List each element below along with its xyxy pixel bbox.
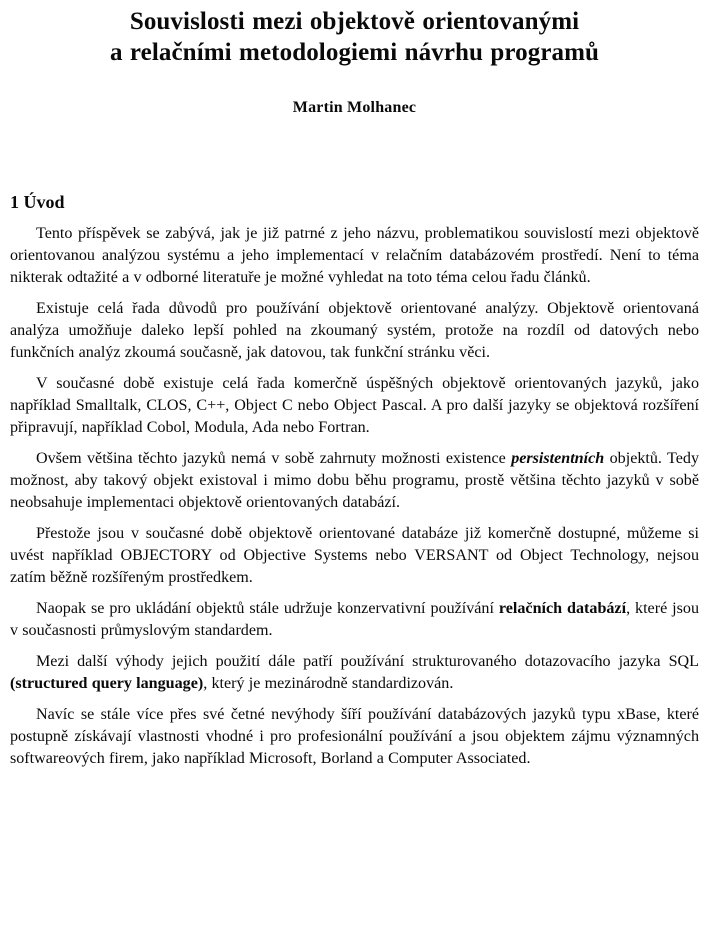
paragraph — [10, 223, 699, 289]
paragraph — [10, 298, 699, 364]
text-run: Navíc se stále více přes své četné nevýhody šíří používání databázových jazyků typu xBase, které postupně získávají vlastnosti vhodné i pro profesionální používání a jsou objektem zájmu významných softwareových firem, jako například Microsoft, Borland a Computer Associated. — [10, 706, 699, 767]
bold-run: relačních databází — [498, 600, 627, 617]
text-run: Přestože jsou v současné době objektově orientované databáze již komerčně dostupné, můžeme si uvést například OBJECTORY od Objective Systems nebo VERSANT od Object Technology, nejsou zatím běžně rozšířeným prostředkem. — [10, 525, 699, 586]
author-name: Martin Molhanec — [292, 99, 417, 116]
text-run: Naopak se pro ukládání objektů stále udržuje konzervativní používání — [36, 600, 499, 617]
body-copy — [10, 213, 699, 770]
paragraph — [10, 448, 699, 514]
text-run: Tento příspěvek se zabývá, jak je již patrné z jeho názvu, problematikou souvislostí mezi objektově orientovanou analýzou systému a jeho implementací v relačním databázovém prostředí. Není to téma nikterak odtažité a v odborné literatuře je možné vyhledat na toto téma celou řadu článků. — [10, 225, 699, 286]
text-run: Existuje celá řada důvodů pro používání objektově orientované analýzy. Objektově orientovaná analýza umožňuje daleko lepší pohled na zkoumaný systém, protože na rozdíl od datových nebo funkčních analýz zkoumá současně, jak datovou, tak funkční stránku věci. — [10, 300, 699, 361]
italic-run: persistentních — [511, 450, 605, 467]
paragraph — [10, 598, 699, 642]
text-run: objektů. Tedy možnost, aby takový objekt existoval i mimo dobu běhu programu, prostě většina těchto jazyků v sobě neobsahuje implementaci objektově orientovaných databází. — [10, 450, 699, 511]
paragraph — [10, 373, 699, 439]
text-run: , který je mezinárodně standardizován. — [203, 675, 454, 692]
bold-run: (structured query language) — [10, 675, 204, 692]
page-title-line-2: a relačními metodologiemi návrhu programů — [109, 39, 600, 66]
page-title — [10, 0, 699, 68]
text-run: , které jsou v současnosti průmyslovým standardem. — [10, 600, 699, 639]
page-title-line-1: Souvislosti mezi objektově orientovanými — [129, 8, 580, 35]
paragraph — [10, 704, 699, 770]
section-heading-uvod: 1 Úvod — [10, 192, 65, 212]
text-run: Ovšem většina těchto jazyků nemá v sobě zahrnuty možnosti existence — [36, 450, 512, 467]
paragraph — [10, 651, 699, 695]
paragraph — [10, 523, 699, 589]
text-run: Mezi další výhody jejich použití dále patří používání strukturovaného dotazovacího jazyka SQL — [36, 653, 699, 670]
text-run: V současné době existuje celá řada komerčně úspěšných objektově orientovaných jazyků, jako například Smalltalk, CLOS, C++, Object C nebo Object Pascal. A pro další jazyky se objektová rozšíření připravují, například Cobol, Modula, Ada nebo Fortran. — [10, 375, 699, 436]
